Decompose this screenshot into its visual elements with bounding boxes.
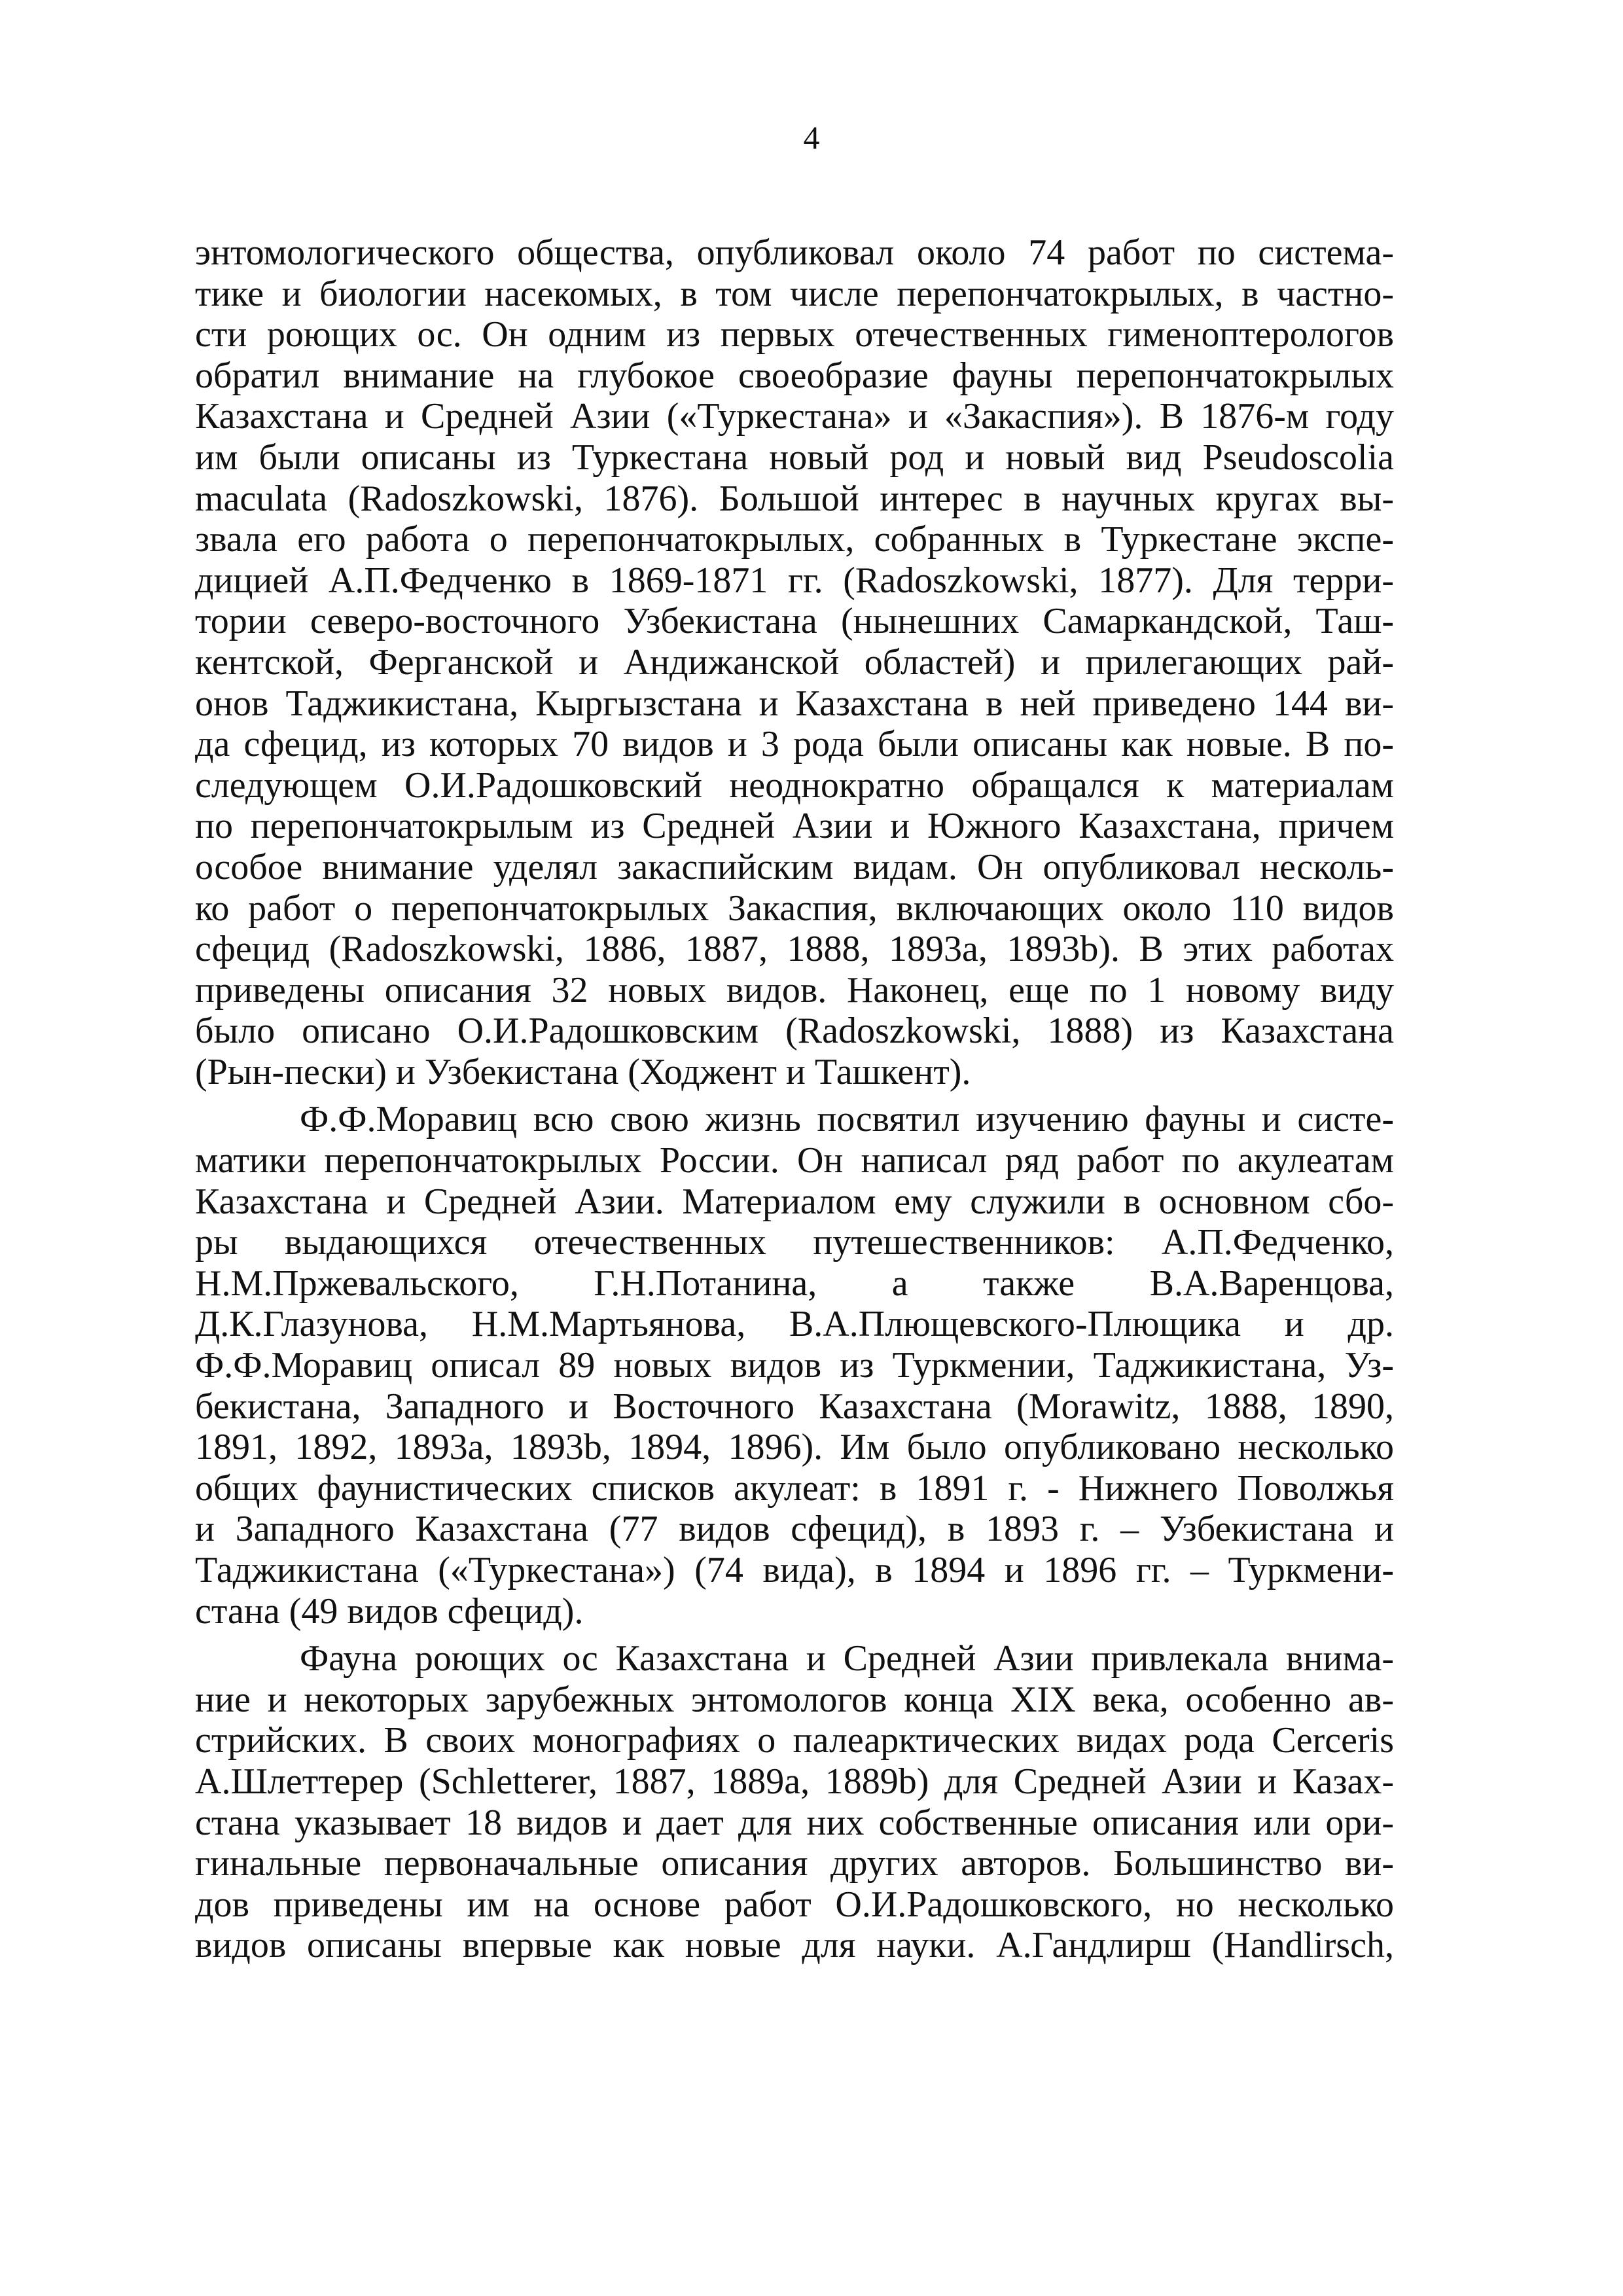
text-line: тике и биологии насекомых, в том числе перепончатокрылых, в частно- [195, 273, 1394, 314]
text-line: стрийских. В своих монографиях о палеарктических видах рода Cerceris [195, 1720, 1394, 1761]
text-line: приведены описания 32 новых видов. Наконец, еще по 1 новому виду [195, 969, 1394, 1011]
text-line: ко работ о перепончатокрылых Закаспия, включающих около 110 видов [195, 888, 1394, 929]
text-line: стана (49 видов сфецид). [195, 1590, 584, 1632]
text-line: видов описаны впервые как новые для науки. А.Гандлирш (Handlirsch, [195, 1925, 1394, 1966]
text-line: сти роющих ос. Он одним из первых отечественных гименоптерологов [195, 314, 1394, 355]
text-line: и Западного Казахстана (77 видов сфецид), в 1893 г. – Узбекистана и [195, 1509, 1394, 1550]
text-line: матики перепончатокрылых России. Он написал ряд работ по акулеатам [195, 1140, 1394, 1181]
text-line: Казахстана и Средней Азии («Туркестана» и «Закаспия»). В 1876-м году [195, 396, 1394, 437]
text-line: гинальные первоначальные описания других авторов. Большинство ви- [195, 1843, 1394, 1884]
text-line: Ф.Ф.Моравиц всю свою жизнь посвятил изучению фауны и систе- [300, 1099, 1394, 1140]
text-line: по перепончатокрылым из Средней Азии и Южного Казахстана, причем [195, 806, 1394, 847]
text-line: ры выдающихся отечественных путешественников: А.П.Федченко, [195, 1222, 1394, 1263]
text-line: общих фаунистических списков акулеат: в 1891 г. - Нижнего Поволжья [195, 1467, 1394, 1509]
paragraph-3 [195, 1638, 1394, 1966]
paragraph-2 [195, 1099, 1394, 1632]
text-line: 1891, 1892, 1893а, 1893b, 1894, 1896). Им было опубликовано несколько [195, 1427, 1394, 1468]
text-line: звала его работа о перепончатокрылых, собранных в Туркестане экспе- [195, 519, 1394, 560]
text-line: maculata (Radoszkowski, 1876). Большой интерес в научных кругах вы- [195, 478, 1394, 519]
text-line: тории северо-восточного Узбекистана (нынешних Самаркандской, Таш- [195, 601, 1394, 642]
text-line: да сфецид, из которых 70 видов и 3 рода были описаны как новые. В по- [195, 724, 1394, 765]
text-line: Н.М.Пржевальского, Г.Н.Потанина, а также В.А.Варенцова, [195, 1263, 1394, 1304]
text-line: сфецид (Radoszkowski, 1886, 1887, 1888, 1893а, 1893b). В этих работах [195, 929, 1394, 970]
text-line: (Рын-пески) и Узбекистана (Ходжент и Ташкент). [195, 1051, 971, 1092]
page-number: 4 [803, 119, 820, 156]
text-line: Казахстана и Средней Азии. Материалом ему служили в основном сбо- [195, 1181, 1394, 1222]
text-line: следующем О.И.Радошковский неоднократно обращался к материалам [195, 764, 1394, 806]
text-line: бекистана, Западного и Восточного Казахстана (Morawitz, 1888, 1890, [195, 1386, 1394, 1427]
text-line: дов приведены им на основе работ О.И.Радошковского, но несколько [195, 1884, 1394, 1925]
paragraph-spacer [195, 1092, 1394, 1099]
text-line: Таджикистана («Туркестана») (74 вида), в 1894 и 1896 гг. – Туркмени- [195, 1550, 1394, 1590]
text-line: ние и некоторых зарубежных энтомологов конца XIX века, особенно ав- [195, 1679, 1394, 1720]
text-line: кентской, Ферганской и Андижанской областей) и прилегающих рай- [195, 641, 1394, 683]
text-line: обратил внимание на глубокое своеобразие фауны перепончатокрылых [195, 355, 1394, 396]
paragraph-1 [195, 232, 1394, 1092]
text-line: А.Шлеттерер (Schletterer, 1887, 1889а, 1889b) для Средней Азии и Казах- [195, 1761, 1394, 1802]
paragraph-spacer [195, 1632, 1394, 1638]
text-line: было описано О.И.Радошковским (Radoszkowski, 1888) из Казахстана [195, 1011, 1394, 1052]
text-line: особое внимание уделял закаспийским видам. Он опубликовал несколь- [195, 846, 1394, 888]
text-line: им были описаны из Туркестана новый род и новый вид Pseudoscolia [195, 437, 1394, 478]
text-line: дицией А.П.Федченко в 1869-1871 гг. (Radoszkowski, 1877). Для терри- [195, 560, 1394, 601]
text-line: Д.К.Глазунова, Н.М.Мартьянова, В.А.Плющевского-Плющика и др. [195, 1304, 1394, 1345]
body-text [195, 232, 1394, 1966]
text-line: энтомологического общества, опубликовал около 74 работ по система- [195, 232, 1394, 273]
text-line: Фауна роющих ос Казахстана и Средней Азии привлекала внима- [300, 1638, 1394, 1679]
text-line: онов Таджикистана, Кыргызстана и Казахстана в ней приведено 144 ви- [195, 683, 1394, 724]
text-line: Ф.Ф.Моравиц описал 89 новых видов из Туркмении, Таджикистана, Уз- [195, 1345, 1394, 1386]
text-line: стана указывает 18 видов и дает для них собственные описания или ори- [195, 1802, 1394, 1843]
